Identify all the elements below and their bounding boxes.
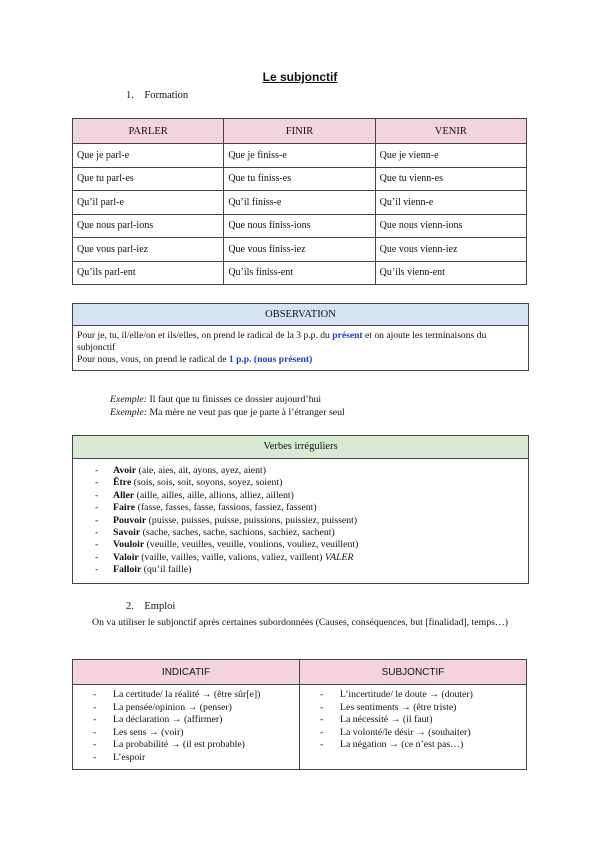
column-header: FINIR (224, 119, 375, 144)
verb-name: Être (113, 477, 132, 489)
bullet: - (93, 739, 97, 750)
table-header-row (73, 660, 527, 685)
table-cell: Que tu parl-es (73, 167, 224, 191)
observation-heading: OBSERVATION (73, 304, 528, 326)
subjonctif-list (300, 689, 526, 752)
verb-forms: (aille, ailles, aille, allions, alliez, aillent) (134, 489, 294, 501)
column-header-subjonctif: SUBJONCTIF (300, 660, 527, 685)
list-item-text: Les sens → (voir) (113, 726, 184, 738)
bullet: - (95, 489, 99, 501)
observation-text: et on ajoute les terminaisons du subjonctif (77, 330, 487, 353)
irregular-verbs-box (72, 435, 529, 584)
verb-note: VALER (324, 551, 354, 563)
column-header: VENIR (375, 119, 526, 144)
verb-name: Valoir (113, 551, 139, 563)
bullet: - (95, 477, 99, 489)
bullet: - (93, 726, 97, 738)
page-title: Le subjonctif (262, 70, 338, 84)
table-cell: Qu’il finiss-e (224, 191, 375, 215)
list-item (93, 752, 299, 765)
observation-highlight: 1 p.p. (nous présent) (228, 354, 313, 365)
verb-name: Avoir (113, 465, 137, 476)
conjugation-table (72, 118, 527, 285)
verb-forms: (vaille, vailles, vaille, valions, valiez, vaillent) (138, 551, 325, 563)
list-item-text: La nécessité → (il faut) (340, 714, 433, 725)
subjonctif-cell (300, 685, 527, 770)
list-item (95, 515, 528, 527)
bullet: - (95, 564, 99, 576)
indicatif-cell (73, 685, 300, 770)
irregular-verbs-heading: Verbes irréguliers (73, 436, 528, 459)
table-cell: Que je vienn-e (375, 144, 526, 168)
verb-name: Aller (113, 489, 135, 501)
bullet: - (95, 502, 99, 514)
table-cell: Que nous finiss-ions (224, 214, 375, 238)
table-row (73, 685, 527, 770)
bullet: - (93, 714, 97, 725)
table-row (73, 214, 527, 238)
observation-text: Pour nous, vous, on prend le radical de (77, 354, 229, 365)
list-item-text: La pensée/opinion → (penser) (113, 701, 232, 713)
list-item-text: La négation → (ce n’est pas…) (340, 739, 464, 750)
example-label: Exemple: (110, 407, 147, 418)
table-cell: Que nous parl-ions (73, 214, 224, 238)
bullet: - (320, 701, 324, 713)
example-line (110, 406, 345, 419)
list-item (320, 739, 526, 752)
column-header-indicatif: INDICATIF (73, 660, 300, 685)
examples (110, 393, 345, 419)
verb-forms: (qu’il faille) (141, 564, 192, 576)
table-cell: Que je finiss-e (224, 144, 375, 168)
verb-forms: (fasse, fasses, fasse, fassions, fassiez, fassent) (135, 502, 317, 514)
bullet: - (320, 739, 324, 750)
verb-name: Falloir (113, 564, 142, 576)
table-row (73, 261, 527, 285)
table-cell: Qu’ils vienn-ent (375, 261, 526, 285)
observation-box (72, 303, 529, 371)
verb-forms: (veuille, veuilles, veuille, voulions, vouliez, veuillent) (144, 539, 359, 551)
list-item (93, 702, 299, 715)
observation-highlight: présent (332, 330, 363, 341)
list-item (93, 727, 299, 740)
table-cell: Que tu vienn-es (375, 167, 526, 191)
list-item (320, 702, 526, 715)
list-item (93, 689, 299, 702)
table-cell: Qu’il vienn-e (375, 191, 526, 215)
list-item (320, 727, 526, 740)
list-item-text: La certitude/ la réalité → (être sûr[e]) (113, 689, 261, 700)
observation-text: Pour je, tu, il/elle/on et ils/elles, on prend le radical de la 3 p.p. du (77, 330, 333, 341)
table-cell: Qu’il parl-e (73, 191, 224, 215)
section-heading-formation: 1. Formation (126, 90, 189, 101)
list-item-text: La volonté/le désir → (souhaiter) (340, 726, 471, 738)
example-text: Il faut que tu finisses ce dossier aujourd’hui (147, 394, 322, 405)
bullet: - (95, 539, 99, 551)
list-item (95, 527, 528, 539)
bullet: - (320, 689, 324, 700)
bullet: - (93, 751, 97, 763)
table-cell: Qu’ils parl-ent (73, 261, 224, 285)
list-item (95, 477, 528, 489)
example-line (110, 393, 345, 406)
verb-forms: (sache, saches, sache, sachions, sachiez, sachent) (140, 527, 335, 539)
bullet: - (95, 514, 99, 526)
column-header: PARLER (73, 119, 224, 144)
list-item (95, 502, 528, 514)
list-item-text: La probabilité → (il est probable) (113, 739, 245, 750)
table-cell: Que vous vienn-iez (375, 238, 526, 262)
table-cell: Que tu finiss-es (224, 167, 375, 191)
irregular-verbs-list (73, 459, 528, 583)
table-cell: Que nous vienn-ions (375, 214, 526, 238)
verb-name: Savoir (113, 527, 141, 539)
list-item-text: La déclaration → (affirmer) (113, 714, 223, 725)
list-item-text: L’espoir (113, 751, 146, 763)
emploi-paragraph: On va utiliser le subjonctif après certaines subordonnées (Causes, conséquences, but [finalidad], temps…) (92, 617, 508, 628)
verb-forms: (sois, sois, soit, soyons, soyez, soient) (131, 477, 283, 489)
table-row (73, 191, 527, 215)
bullet: - (320, 726, 324, 738)
list-item (93, 739, 299, 752)
list-item-text: Les sentiments → (être triste) (340, 701, 457, 713)
list-item (95, 490, 528, 502)
list-item (95, 552, 528, 564)
bullet: - (95, 465, 99, 476)
bullet: - (320, 714, 324, 725)
bullet: - (95, 551, 99, 563)
list-item (320, 714, 526, 727)
bullet: - (93, 689, 97, 700)
verb-name: Pouvoir (113, 514, 147, 526)
verb-forms: (aie, aies, ait, ayons, ayez, aient) (136, 465, 266, 476)
usage-table (72, 659, 527, 770)
list-item-text: L’incertitude/ le doute → (douter) (340, 689, 473, 700)
list-item (95, 539, 528, 551)
list-item (95, 465, 528, 477)
table-cell: Que vous parl-iez (73, 238, 224, 262)
verb-forms: (puisse, puisses, puisse, puissions, puissiez, puissent) (146, 514, 358, 526)
indicatif-list (73, 689, 299, 764)
verb-name: Vouloir (113, 539, 145, 551)
table-cell: Qu’ils finiss-ent (224, 261, 375, 285)
example-label: Exemple: (110, 394, 147, 405)
section-heading-emploi: 2. Emploi (126, 601, 176, 612)
bullet: - (95, 527, 99, 539)
verb-name: Faire (113, 502, 136, 514)
table-row (73, 167, 527, 191)
table-row (73, 238, 527, 262)
table-cell: Que vous finiss-iez (224, 238, 375, 262)
list-item (93, 714, 299, 727)
list-item (320, 689, 526, 702)
table-cell: Que je parl-e (73, 144, 224, 168)
table-header-row (73, 119, 527, 144)
list-item (95, 564, 528, 576)
bullet: - (93, 701, 97, 713)
table-row (73, 144, 527, 168)
example-text: Ma mère ne veut pas que je parte à l’étranger seul (147, 407, 345, 418)
observation-body (73, 326, 528, 370)
